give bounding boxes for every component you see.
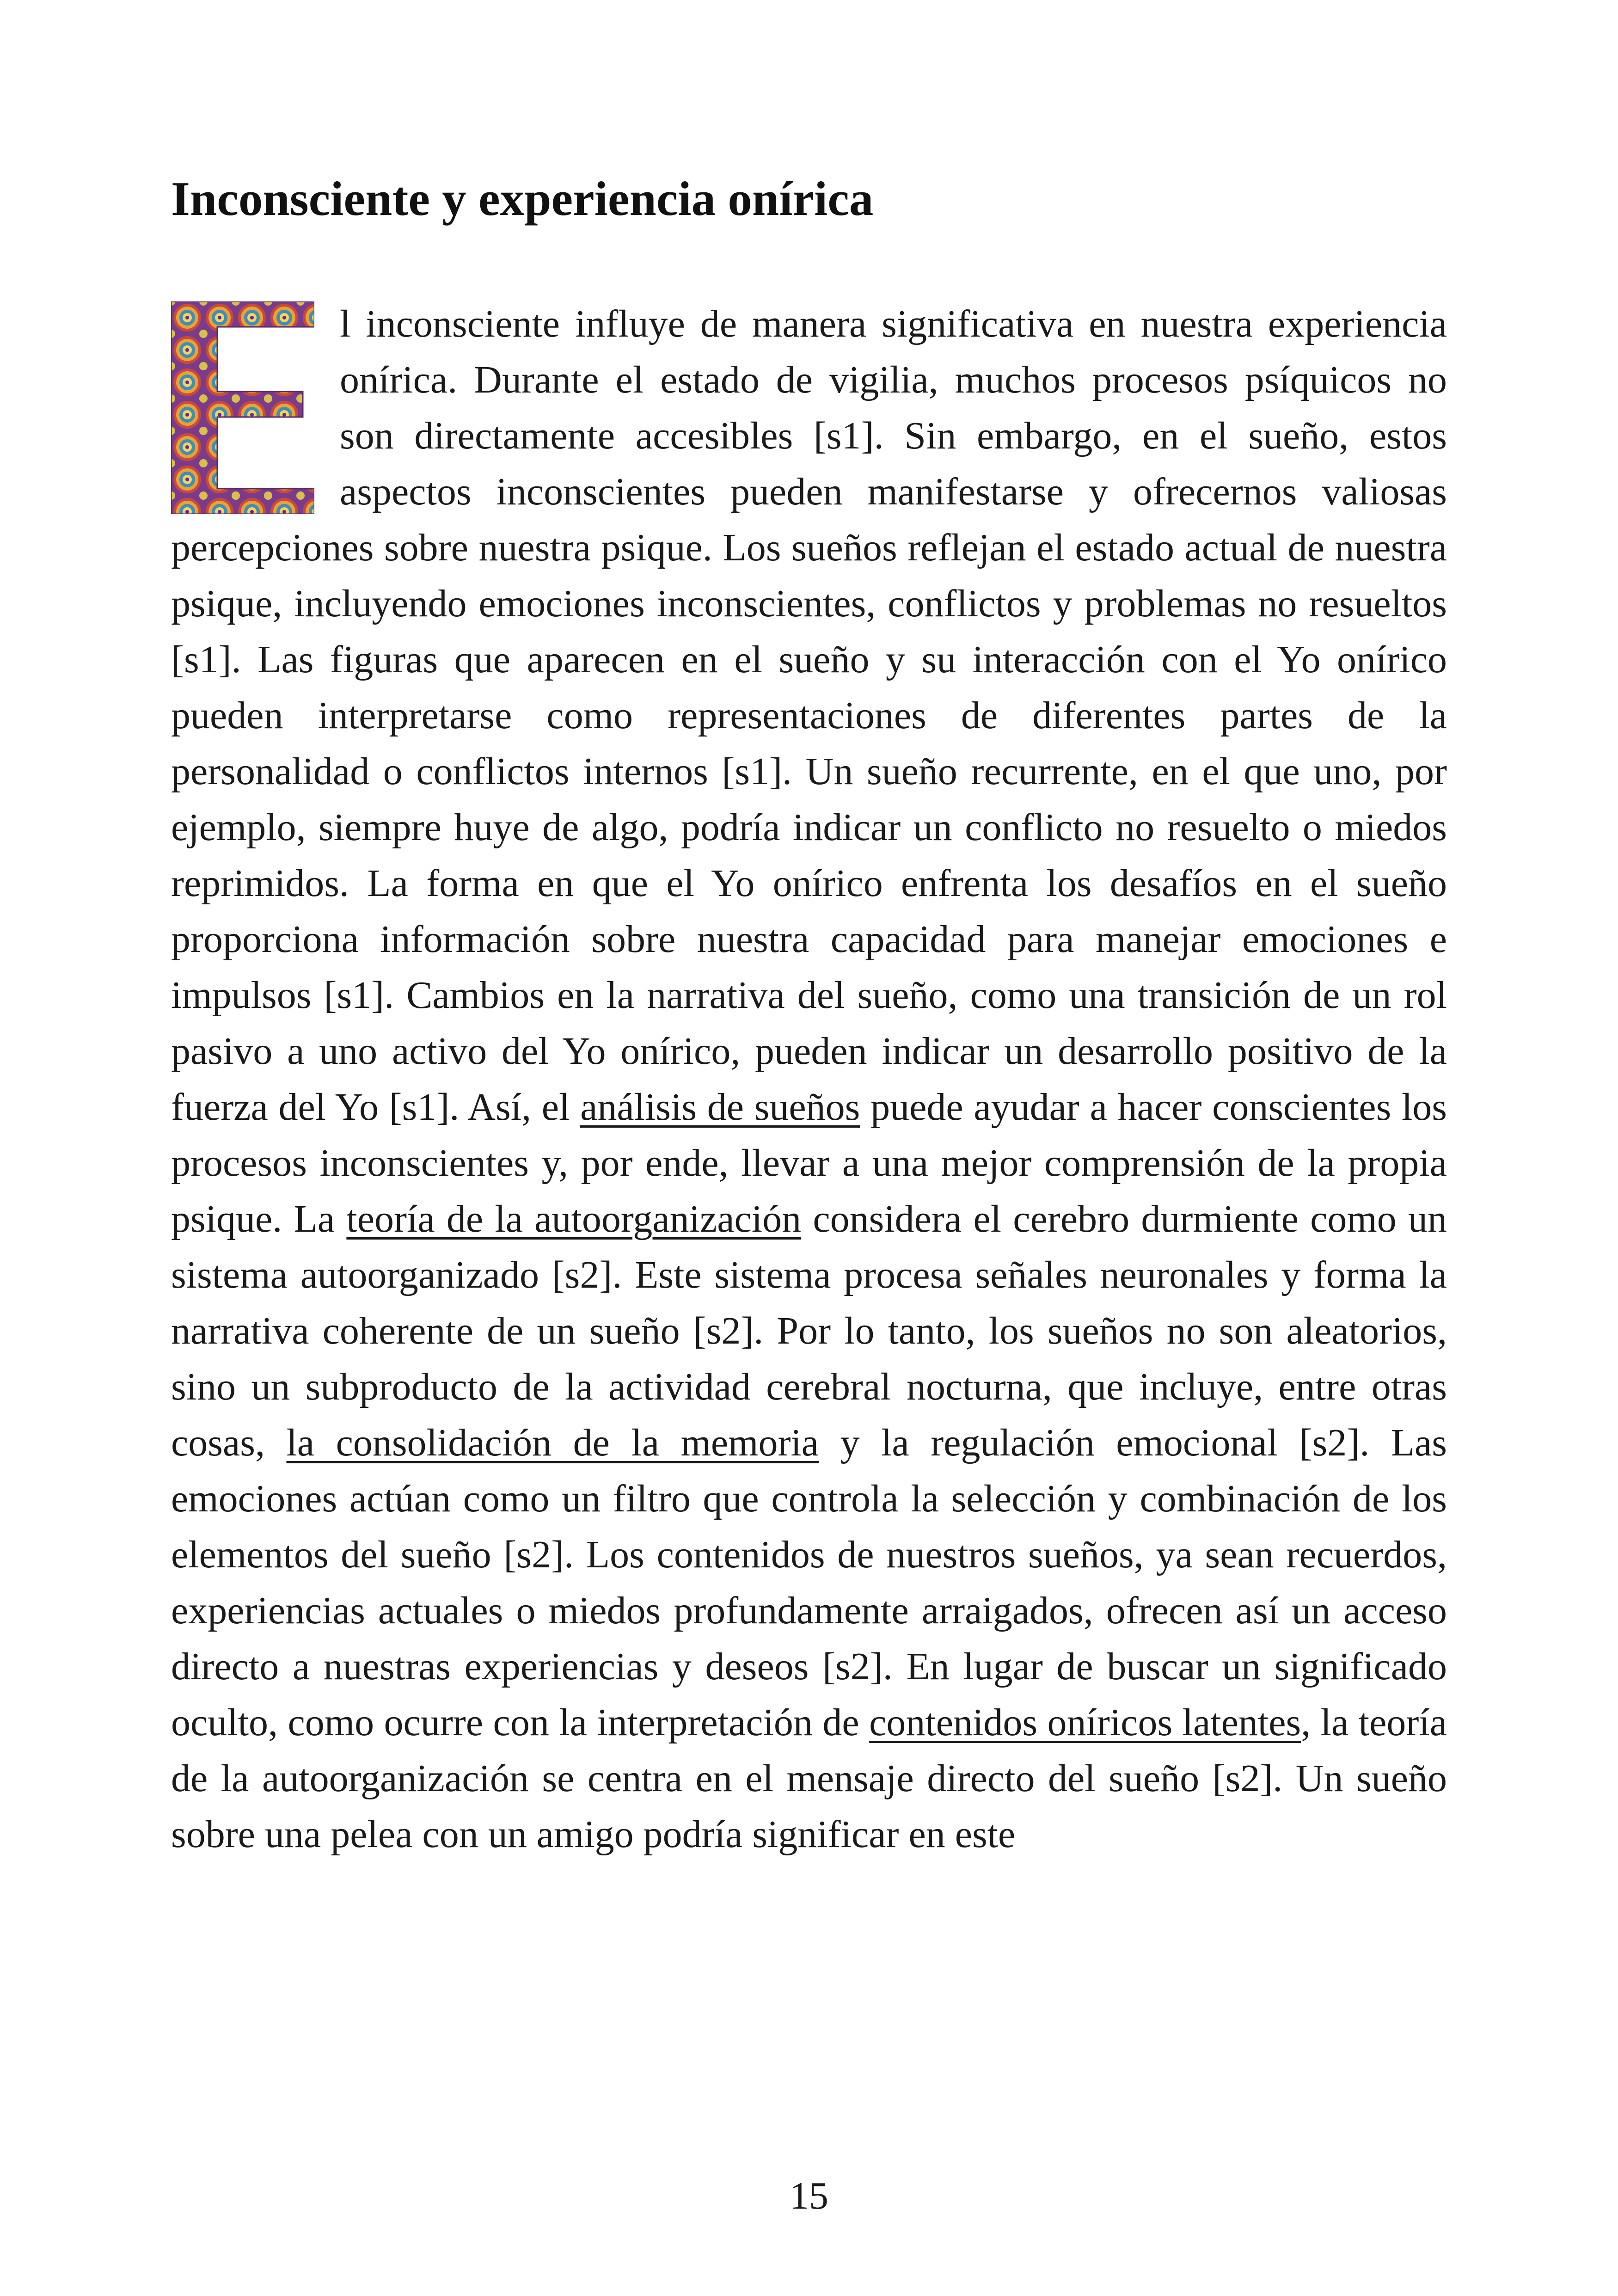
link-consolidacion-memoria[interactable]: la consolidación de la memoria: [286, 1421, 819, 1464]
page-number: 15: [790, 2174, 828, 2217]
link-analisis-de-suenos[interactable]: análisis de sueños: [580, 1086, 860, 1129]
body-paragraph: [171, 296, 1447, 1862]
body-text-segment: y la regulación emocional [s2]. Las emociones actúan como un filtro que controla la selección y combinación de los elementos del sueño [s2]. Los contenidos de nuestros sueños, ya sean recuerdos, experiencias actuales o miedos profundamente arraigados, ofrecen así un acceso directo a nuestras experiencias y deseos [s2]. En lugar de buscar un significado oculto, como ocurre con la interpretación de: [171, 1421, 1447, 1744]
drop-cap-e-icon: [171, 301, 314, 514]
link-contenidos-oniricos-latentes[interactable]: contenidos oníricos latentes: [869, 1701, 1301, 1744]
body-text-segment: , la teoría de la autoorganización se centra en el mensaje directo del sueño [s2]. Un sueño sobre una pelea con un amigo podría significar en este: [171, 1701, 1447, 1856]
body-text-segment: puede ayudar a hacer conscientes los procesos inconscientes y, por ende, llevar a una mejor comprensión de la propia psique. La: [171, 1086, 1447, 1240]
body-text-segment: l inconsciente influye de manera significativa en nuestra experiencia onírica. Durante el estado de vigilia, muchos procesos psíquicos no son directamente accesibles [s1]. Sin embargo, en el sueño, estos aspectos inconscientes pueden manifestarse y ofrecernos valiosas percepciones sobre nuestra psique. Los sueños reflejan el estado actual de nuestra psique, incluyendo emociones inconscientes, conflictos y problemas no resueltos [s1]. Las figuras que aparecen en el sueño y su interacción con el Yo onírico pueden interpretarse como representaciones de diferentes partes de la personalidad o conflictos internos [s1]. Un sueño recurrente, en el que uno, por ejemplo, siempre huye de algo, podría indicar un conflicto no resuelto o miedos reprimidos. La forma en que el Yo onírico enfrenta los desafíos en el sueño proporciona información sobre nuestra capacidad para manejar emociones e impulsos [s1]. Cambios en la narrativa del sueño, como una transición de un rol pasivo a uno activo del Yo onírico, pueden indicar un desarrollo positivo de la fuerza del Yo [s1]. Así, el: [171, 302, 1447, 1129]
section-title: Inconsciente y experiencia onírica: [171, 172, 874, 226]
body-text-segment: considera el cerebro durmiente como un sistema autoorganizado [s2]. Este sistema procesa señales neuronales y forma la narrativa coherente de un sueño [s2]. Por lo tanto, los sueños no son aleatorios, sino un subproducto de la actividad cerebral nocturna, que incluye, entre otras cosas,: [171, 1197, 1447, 1464]
link-teoria-autoorganizacion[interactable]: teoría de la autoorganización: [346, 1197, 802, 1240]
drop-cap-e: [171, 301, 314, 514]
